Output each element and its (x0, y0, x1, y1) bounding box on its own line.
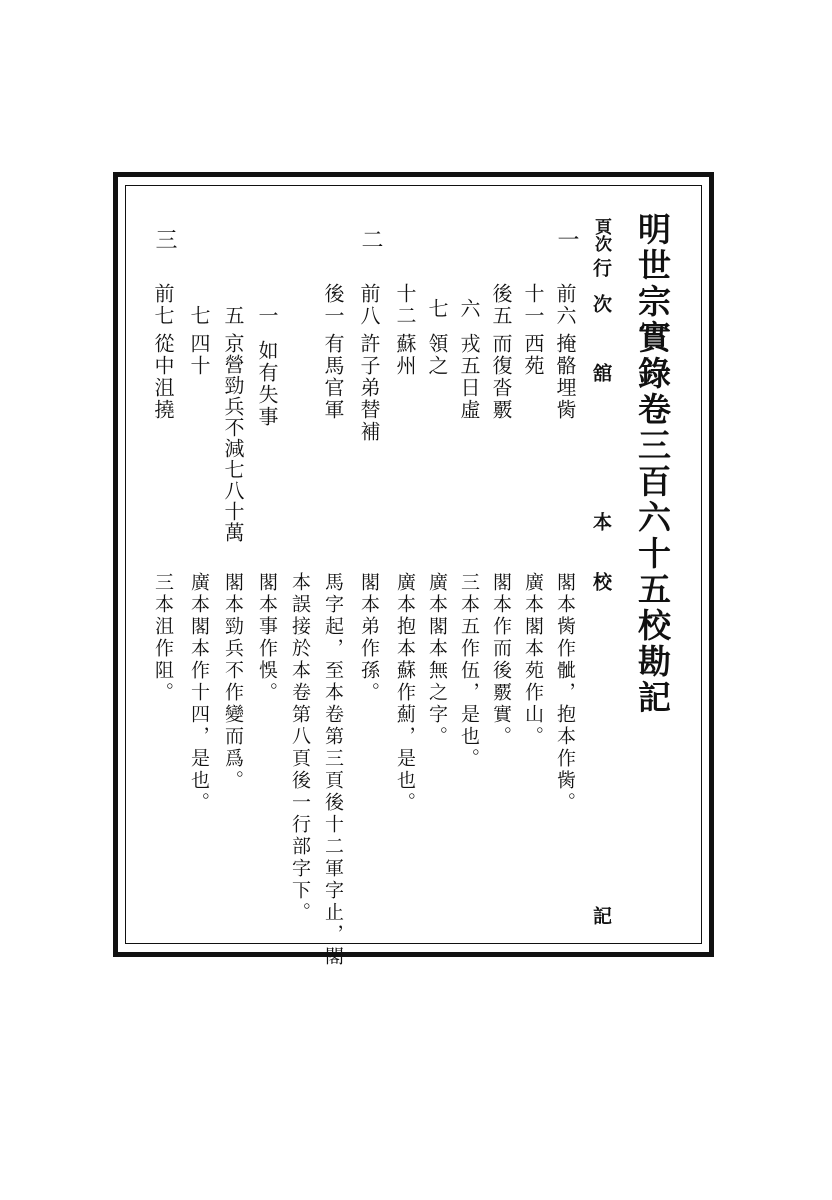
entry-note: 廣本閣本苑作山。 (522, 572, 544, 748)
entry-term: 許子弟替補 (357, 333, 381, 443)
entry-note: 閣本勁兵不作變而爲。 (222, 572, 244, 792)
entry-note: 閣本作而後覈實。 (490, 572, 512, 748)
entry-term: 而復沓覈 (489, 333, 513, 421)
entry-term: 戎五日虛 (457, 333, 481, 421)
entry-note: 閣本弟作孫。 (358, 572, 380, 704)
header-term: 次 舘 (590, 294, 612, 396)
header-page-line: 頁次 (591, 218, 611, 252)
entry-page: 二 (358, 228, 383, 252)
entry-line: 十一 (521, 283, 545, 327)
entry-page: 一 (554, 228, 579, 252)
entry-line: 六 (457, 298, 481, 320)
entry-line: 七 (187, 305, 211, 327)
entry-note: 馬字起，至本卷第三頁後十二軍字止，閣 (322, 572, 344, 968)
entry-note: 閣本事作悞。 (256, 572, 278, 704)
entry-term: 西苑 (521, 333, 545, 377)
entry-note: 三本五作伍，是也。 (458, 572, 480, 770)
header-line: 行 (590, 258, 612, 279)
entry-note: 廣本抱本蘇作薊，是也。 (394, 572, 416, 814)
entry-line: 一 (255, 305, 279, 327)
entry-term: 有馬官軍 (321, 333, 345, 421)
entry-line: 後五 (489, 283, 513, 327)
entry-term: 從中沮撓 (151, 333, 175, 421)
entry-term: 如有失事 (255, 340, 279, 428)
header-collation: 校 (590, 572, 612, 593)
entry-term: 蘇州 (393, 333, 417, 377)
entry-note: 閣本胔作骴，抱本作胔。 (554, 572, 576, 814)
entry-term: 領之 (425, 333, 449, 377)
entry-line: 後一 (321, 283, 345, 327)
header-edition: 本 (590, 512, 612, 533)
entry-line: 前八 (357, 283, 381, 327)
page-title: 明世宗實錄卷三百六十五校勘記 (633, 212, 672, 716)
entry-page: 三 (152, 228, 177, 252)
entry-note: 三本沮作阻。 (152, 572, 174, 704)
header-remarks: 記 (590, 906, 612, 927)
entry-term: 京營勁兵不減七八十萬 (221, 333, 245, 543)
entry-line: 七 (425, 298, 449, 320)
entry-term: 掩骼埋胔 (553, 333, 577, 421)
entry-line: 前六 (553, 283, 577, 327)
entry-note-continuation: 本誤接於本卷第八頁後一行部字下。 (289, 572, 311, 924)
entry-term: 四十 (187, 333, 211, 377)
entry-line: 五 (221, 305, 245, 327)
entry-line: 前七 (151, 283, 175, 327)
entry-note: 廣本閣本無之字。 (426, 572, 448, 748)
entry-note: 廣本閣本作十四，是也。 (188, 572, 210, 814)
entry-line: 十二 (393, 283, 417, 327)
